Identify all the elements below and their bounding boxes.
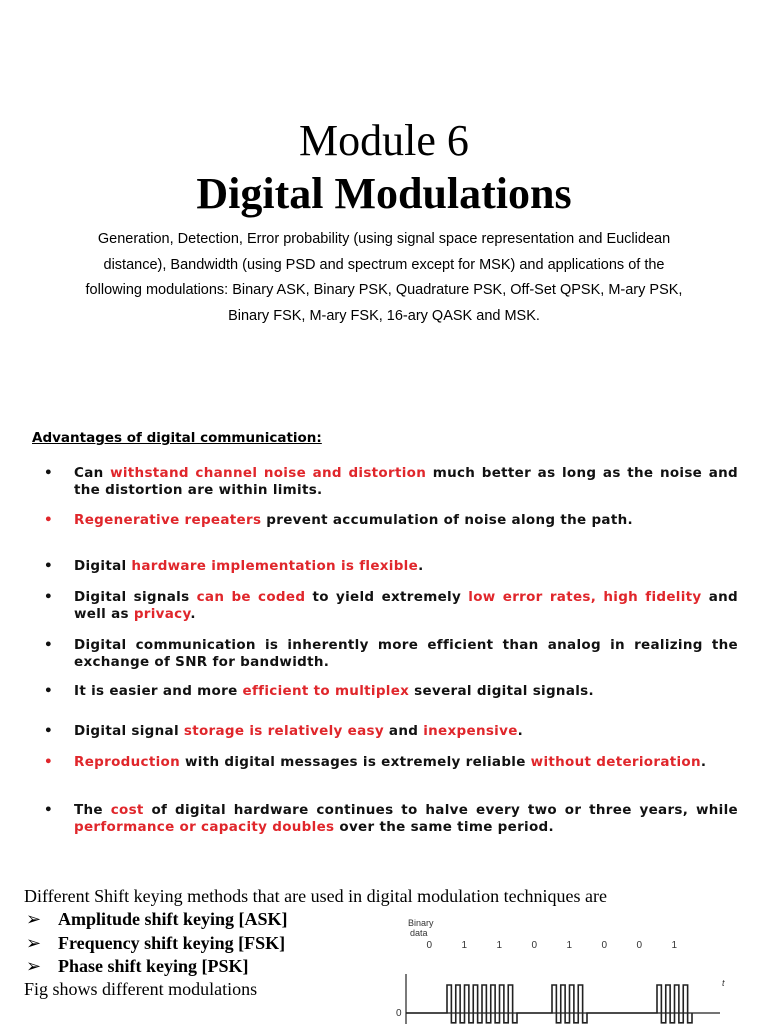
advantage-item (44, 754, 738, 771)
highlighted-phrase: inexpensive (423, 723, 518, 739)
text-fragment: to yield extremely (305, 589, 469, 605)
advantage-item (44, 465, 738, 498)
text-fragment: . (190, 605, 196, 622)
text-fragment: and well as (74, 589, 738, 622)
shift-keying-intro: Different Shift keying methods that are used in digital modulation techniques are (24, 886, 608, 906)
bit-label: 0 (636, 940, 643, 951)
bullet-marker: • (44, 637, 53, 653)
text-fragment: Digital signals (74, 589, 197, 605)
advantage-item (44, 683, 738, 700)
bit-label: 0 (531, 940, 538, 951)
ask-waveform (406, 985, 692, 1023)
figure-caption: Fig shows different modulations (24, 979, 258, 999)
text-fragment: Can (74, 465, 111, 481)
highlighted-phrase: cost (110, 802, 144, 818)
arrow-bullet-icon: ➢ (26, 909, 42, 929)
highlighted-phrase: performance or capacity doubles (74, 818, 335, 835)
text-fragment: over the same time period. (334, 818, 554, 835)
highlighted-phrase: efficient to multiplex (242, 683, 410, 699)
method-item (26, 955, 249, 977)
text-fragment: several digital signals. (409, 683, 594, 699)
advantage-item (44, 512, 738, 529)
highlighted-phrase: without deterioration (530, 754, 701, 770)
highlighted-phrase: can be coded (196, 589, 306, 605)
bullet-marker: • (44, 802, 53, 818)
method-item (26, 932, 285, 954)
advantage-text (74, 637, 738, 670)
highlighted-phrase: Regenerative repeaters (74, 512, 262, 528)
text-fragment: prevent accumulation of noise along the path. (261, 512, 633, 528)
bullet-marker: • (44, 589, 53, 605)
highlighted-phrase: privacy (133, 605, 191, 622)
syllabus-description: Generation, Detection, Error probability (using signal space representation and Euclidean distance), Bandwidth (using PSD and spectrum except for MSK) and applications of the following modulations: Binary ASK, Binary PSK, Quadrature PSK, Off-Set QPSK, M-ary PSK, Binary FSK, M-ary FSK, 16-ary QASK and MSK. (85, 231, 683, 324)
text-fragment: Digital communication is inherently more efficient than analog in realizing the exchange of SNR for bandwidth. (74, 637, 738, 670)
advantage-text (74, 723, 738, 740)
bit-label: 1 (566, 940, 573, 951)
text-fragment: and (383, 723, 424, 739)
bullet-marker: • (44, 558, 53, 574)
advantage-text (74, 754, 738, 771)
advantage-text (74, 589, 738, 622)
bullet-marker: • (44, 512, 53, 528)
bit-label: 0 (426, 940, 433, 951)
bullet-marker: • (44, 754, 53, 770)
text-fragment: much better as long as the noise and the distortion are within limits. (74, 465, 738, 498)
figure-label-data: data (410, 928, 428, 938)
bit-label: 1 (461, 940, 468, 951)
highlighted-phrase: withstand channel noise and distortion (110, 465, 427, 481)
method-item (26, 908, 288, 930)
bullet-marker: • (44, 683, 53, 699)
advantage-text (74, 558, 738, 575)
text-fragment: with digital messages is extremely reliable (180, 754, 531, 770)
arrow-bullet-icon: ➢ (26, 956, 42, 976)
text-fragment: Digital (74, 558, 132, 574)
axis-t-label: t (722, 978, 725, 988)
advantage-item (44, 637, 738, 670)
axis-zero-label: 0 (396, 1008, 402, 1019)
text-fragment: . (700, 754, 707, 770)
advantage-text (74, 802, 738, 835)
advantage-text (74, 683, 738, 700)
page-title: Digital Modulations (196, 169, 572, 218)
highlighted-phrase: low error rates, high fidelity (468, 589, 702, 605)
module-number: Module 6 (299, 116, 469, 165)
advantage-item (44, 723, 738, 740)
advantage-item (44, 802, 738, 835)
text-fragment: of digital hardware continues to halve every two or three years, while (143, 802, 738, 818)
arrow-bullet-icon: ➢ (26, 933, 42, 953)
bit-label: 1 (496, 940, 503, 951)
method-label: Frequency shift keying [FSK] (58, 933, 286, 953)
advantage-item (44, 589, 738, 622)
advantage-text (74, 465, 738, 498)
text-fragment: . (517, 723, 524, 739)
ask-waveform-figure (390, 912, 768, 1024)
text-fragment: . (418, 558, 424, 574)
advantage-item (44, 558, 738, 575)
bullet-marker: • (44, 465, 53, 481)
advantage-text (74, 512, 738, 529)
method-label: Phase shift keying [PSK] (58, 956, 249, 976)
highlighted-phrase: Reproduction (74, 754, 180, 770)
bit-label: 0 (601, 940, 608, 951)
text-fragment: The (74, 802, 111, 818)
bullet-marker: • (44, 723, 53, 739)
text-fragment: It is easier and more (74, 683, 243, 699)
text-fragment: Digital signal (74, 723, 184, 739)
highlighted-phrase: hardware implementation is flexible (131, 558, 419, 574)
bit-labels (427, 940, 678, 951)
method-label: Amplitude shift keying [ASK] (58, 909, 288, 929)
bit-label: 1 (671, 940, 678, 951)
figure-label-binary: Binary (408, 918, 434, 928)
highlighted-phrase: storage is relatively easy (183, 723, 384, 739)
advantages-heading: Advantages of digital communication: (32, 430, 322, 446)
